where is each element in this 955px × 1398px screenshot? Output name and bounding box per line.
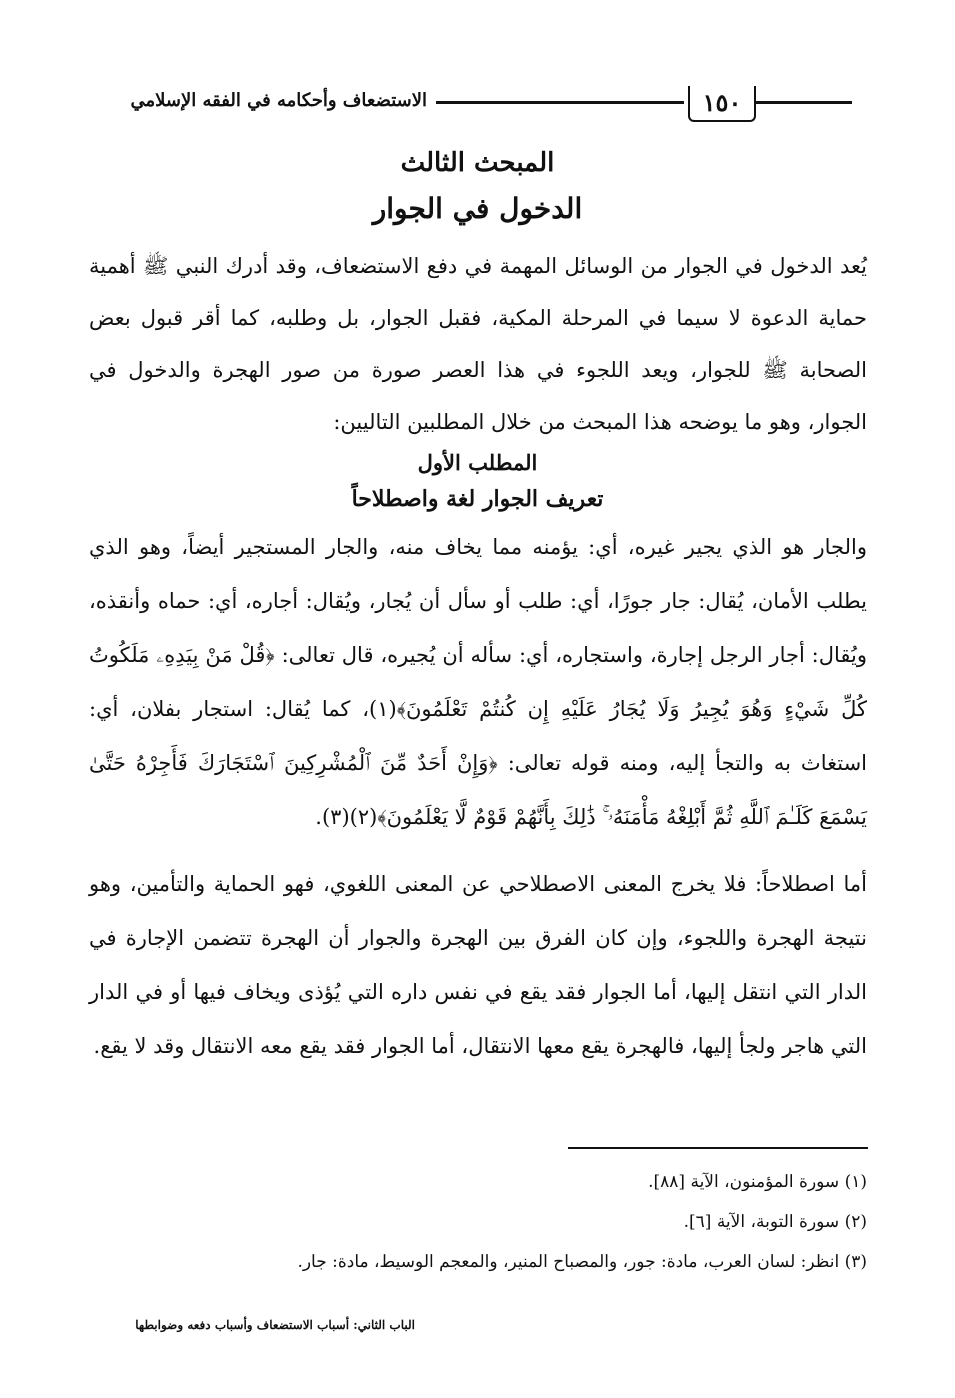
matlab-label: المطلب الأول — [417, 450, 538, 475]
footnotes — [89, 1162, 867, 1282]
page-number: ١٥٠ — [688, 86, 756, 122]
section-title: الدخول في الجوار — [372, 192, 583, 225]
footnote-1: (١) سورة المؤمنون، الآية [٨٨]. — [648, 1172, 867, 1192]
footnote-2: (٢) سورة التوبة، الآية [٦]. — [683, 1212, 867, 1232]
footnote-separator — [568, 1147, 868, 1149]
intro-paragraph: يُعد الدخول في الجوار من الوسائل المهمة في دفع الاستضعاف، وقد أدرك النبي ﷺ أهمية حماية الدعوة لا سيما في المرحلة المكية، فقبل الجوار، بل وطلبه، كما أقر قبول بعض الصحابة ﷺ للجوار، ويعد اللجوء في هذا العصر صورة من صور الهجرة والدخول في الجوار، وهو ما يوضحه هذا المبحث من خلال المطلبين التاليين: — [89, 254, 867, 434]
footnote-3: (٣) انظر: لسان العرب، مادة: جور، والمصباح المنير، والمعجم الوسيط، مادة: جار. — [297, 1252, 867, 1272]
chapter-footer: الباب الثاني: أسباب الاستضعاف وأسباب دفعه وضوابطها — [135, 1318, 415, 1332]
section-label: المبحث الثالث — [400, 148, 555, 178]
header-rule-right — [436, 101, 684, 104]
running-title: الاستضعاف وأحكامه في الفقه الإسلامي — [130, 90, 427, 111]
header-rule-left — [754, 101, 852, 104]
definition-paragraph: والجار هو الذي يجير غيره، أي: يؤمنه مما يخاف منه، والجار المستجير أيضاً، وهو الذي يطلب الأمان، يُقال: جار جورًا، أي: طلب أو سأل أن يُجار، ويُقال: أجاره، أي: حماه وأنقذه، ويُقال: أجار الرجل إجارة، واستجاره، أي: سأله أن يُجيره، قال تعالى: ﴿قُلْ مَنْ بِيَدِهِۦ مَلَكُوتُ كُلِّ شَيْءٍ وَهُوَ يُجِيرُ وَلَا يُجَارُ عَلَيْهِ إِن كُنتُمْ تَعْلَمُونَ﴾(١)، كما يُقال: استجار بفلان، أي: استغاث به والتجأ إليه، ومنه قوله تعالى: ﴿وَإِنْ أَحَدٌ مِّنَ ٱلْمُشْرِكِينَ ٱسْتَجَارَكَ فَأَجِرْهُ حَتَّىٰ يَسْمَعَ كَلَـٰمَ ٱللَّهِ ثُمَّ أَبْلِغْهُ مَأْمَنَهُۥ ۚ ذَٰلِكَ بِأَنَّهُمْ قَوْمٌ لَّا يَعْلَمُونَ﴾(٢)(٣). — [89, 535, 868, 829]
terminology-paragraph: أما اصطلاحاً: فلا يخرج المعنى الاصطلاحي عن المعنى اللغوي، فهو الحماية والتأمين، وهو نتيجة الهجرة واللجوء، وإن كان الفرق بين الهجرة والجوار أن الهجرة تتضمن الإجارة في الدار التي انتقل إليها، أما الجوار فقد يقع في نفس داره التي يُؤذى ويخاف فيها أو في الدار التي هاجر ولجأ إليها، فالهجرة يقع معها الانتقال، أما الجوار فقد يقع معه الانتقال وقد لا يقع. — [89, 872, 867, 1058]
matlab-title: تعريف الجوار لغة واصطلاحاً — [351, 486, 604, 512]
